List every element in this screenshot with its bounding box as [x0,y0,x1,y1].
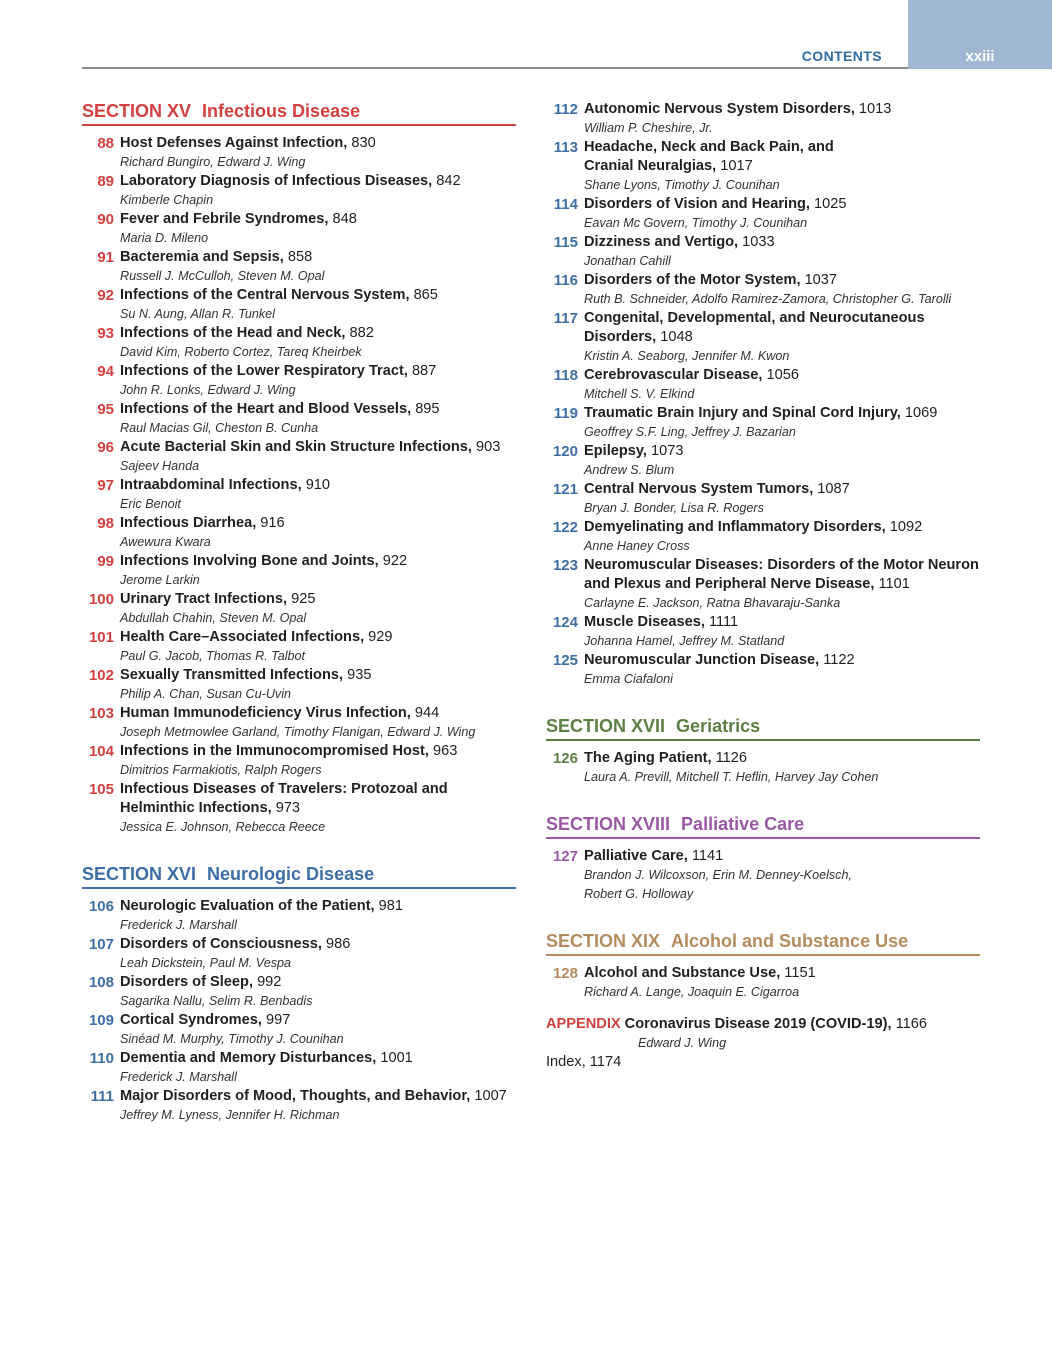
chapter-authors: Mitchell S. V. Elkind [584,387,695,401]
chapter-title-line [120,286,522,305]
section-title: Palliative Care [681,814,805,834]
chapter-title-cont: Disorders, [584,329,657,345]
chapter-title: Headache, Neck and Back Pain, and [584,139,834,155]
toc-entry [546,100,986,138]
chapter-page: 973 [271,800,301,816]
chapter-title-cont: Helminthic Infections, [120,800,272,816]
chapter-title-line [120,248,522,267]
chapter-title: Fever and Febrile Syndromes, [120,211,329,227]
chapter-title-line [584,964,986,983]
chapter-authors: Su N. Aung, Allan R. Tunkel [120,307,275,321]
chapter-title-line [120,1049,522,1068]
chapter-page: 929 [364,629,393,645]
chapter-authors: Ruth B. Schneider, Adolfo Ramirez-Zamora, Christopher G. Tarolli [584,292,952,306]
chapter-number: 97 [97,477,114,494]
chapter-authors: Andrew S. Blum [584,463,675,477]
chapter-title: Dementia and Memory Disturbances, [120,1050,377,1066]
chapter-number: 107 [88,936,114,953]
chapter-number: 119 [553,405,578,422]
toc-entry [82,400,522,438]
section-number: SECTION XIX [546,931,661,951]
chapter-number: 116 [553,272,578,289]
chapter-title: Neuromuscular Diseases: Disorders of the Motor Neuron [584,557,979,573]
chapter-number: 102 [88,667,114,684]
toc-entry [82,172,522,210]
toc-entry [82,362,522,400]
chapter-authors: Jonathan Cahill [584,254,671,268]
toc-entry [546,749,986,787]
chapter-authors: John R. Lonks, Edward J. Wing [120,383,296,397]
section-heading [82,100,516,126]
chapter-page: 1087 [813,481,850,497]
chapter-title-line [120,704,522,723]
chapter-title-line [120,438,522,457]
chapter-number: 93 [97,325,114,342]
chapter-title: Epilepsy, [584,443,647,459]
chapter-title-line [584,309,986,347]
chapter-title-line [584,138,986,176]
chapter-authors: Sajeev Handa [120,459,200,473]
chapter-page: 842 [432,173,461,189]
toc-entry [546,195,986,233]
toc-entry [82,210,522,248]
chapter-title: Infections in the Immunocompromised Host, [120,743,429,759]
contents-column-right [546,100,986,1072]
chapter-number: 120 [552,443,578,460]
toc-entry [546,366,986,404]
chapter-authors: Abdullah Chahin, Steven M. Opal [120,611,307,625]
toc-entry [82,666,522,704]
chapter-number: 128 [552,965,578,982]
chapter-number: 126 [552,750,578,767]
chapter-page: 1126 [711,750,747,766]
chapter-number: 118 [553,367,578,384]
chapter-authors: Maria D. Mileno [120,231,209,245]
section-heading [82,863,516,889]
chapter-title: Disorders of Sleep, [120,974,254,990]
chapter-title: Sexually Transmitted Infections, [120,667,344,683]
page-number-tab [908,0,1052,69]
section-gap [82,837,522,863]
chapter-number: 105 [88,781,114,798]
chapter-authors: Jessica E. Johnson, Rebecca Reece [120,820,326,834]
chapter-page: 997 [261,1012,291,1028]
chapter-title: Cerebrovascular Disease, [584,367,763,383]
chapter-page: 922 [378,553,408,569]
chapter-title-line [120,324,522,343]
toc-entry [82,1087,522,1125]
section-gap [546,689,986,715]
chapter-title-line [120,666,522,685]
chapter-authors: Sagarika Nallu, Selim R. Benbadis [120,994,313,1008]
toc-entry [546,309,986,366]
chapter-page: 1151 [780,965,816,981]
chapter-title: Infections Involving Bone and Joints, [120,553,379,569]
chapter-number: 122 [552,519,578,536]
chapter-page: 1122 [819,652,855,668]
chapter-title-line [584,366,986,385]
chapter-title: Acute Bacterial Skin and Skin Structure Infections, [120,439,472,455]
chapter-page: 1092 [885,519,923,535]
chapter-authors: Frederick J. Marshall [120,918,237,932]
chapter-page: 858 [283,249,313,265]
chapter-title: Host Defenses Against Infection, [120,135,348,151]
chapter-authors: Philip A. Chan, Susan Cu-Uvin [120,687,292,701]
chapter-title-line [120,134,522,153]
toc-entry [546,556,986,613]
toc-entry [82,628,522,666]
header-rule [82,67,908,69]
chapter-title-cont: and Plexus and Peripheral Nerve Disease, [584,576,875,592]
chapter-authors: Frederick J. Marshall [120,1070,237,1084]
appendix-entry [546,1015,986,1034]
chapter-authors: Robert G. Holloway [584,887,694,901]
chapter-page: 848 [328,211,357,227]
section-title: Geriatrics [676,716,761,736]
chapter-number: 123 [552,557,578,574]
chapter-page: 986 [321,936,351,952]
running-header: CONTENTS [801,48,882,64]
chapter-page: 925 [287,591,316,607]
section-number: SECTION XVII [546,716,666,736]
chapter-authors: David Kim, Roberto Cortez, Tareq Kheirbek [120,345,362,359]
chapter-title: Health Care–Associated Infections, [120,629,365,645]
chapter-title-line [120,172,522,191]
section-spacer [546,741,986,749]
chapter-number: 111 [90,1088,114,1105]
toc-entry [82,248,522,286]
chapter-title: Major Disorders of Mood, Thoughts, and Behavior, [120,1088,471,1104]
chapter-title-line [120,1087,522,1106]
toc-entry [82,438,522,476]
toc-entry [546,442,986,480]
toc-entry [82,286,522,324]
chapter-number: 112 [553,101,578,118]
chapter-authors: Awewura Kwara [120,535,211,549]
chapter-page: 887 [407,363,437,379]
chapter-page: 981 [374,898,404,914]
toc-entry [82,476,522,514]
chapter-authors: Richard Bungiro, Edward J. Wing [120,155,306,169]
section-number: SECTION XVIII [546,814,671,834]
chapter-title-line [120,210,522,229]
chapter-authors: Emma Ciafaloni [584,672,673,686]
chapter-page: 1069 [900,405,938,421]
chapter-title: Neuromuscular Junction Disease, [584,652,820,668]
chapter-authors: Richard A. Lange, Joaquin E. Cigarroa [584,985,800,999]
chapter-number: 113 [553,139,578,156]
chapter-page: 1017 [716,158,753,174]
toc-entry [82,973,522,1011]
chapter-page: 1001 [376,1050,413,1066]
chapter-page: 1048 [656,329,693,345]
index-entry: Index, 1174 [546,1054,622,1070]
toc-entry [82,780,522,837]
chapter-number: 96 [97,439,114,456]
chapter-number: 98 [97,515,114,532]
chapter-title: Demyelinating and Inflammatory Disorders, [584,519,886,535]
toc-entry [82,742,522,780]
chapter-authors: Russell J. McCulloh, Steven M. Opal [120,269,325,283]
chapter-title: Infections of the Lower Respiratory Tract, [120,363,408,379]
toc-entry [546,271,986,309]
chapter-authors: Sinéad M. Murphy, Timothy J. Counihan [120,1032,344,1046]
toc-entry [546,518,986,556]
chapter-title: Neurologic Evaluation of the Patient, [120,898,375,914]
chapter-title: Human Immunodeficiency Virus Infection, [120,705,411,721]
chapter-title: Congenital, Developmental, and Neurocutaneous [584,310,925,326]
chapter-title: Palliative Care, [584,848,688,864]
toc-entry [546,233,986,271]
section-spacer [546,956,986,964]
chapter-title-line [584,847,986,866]
chapter-title-line [584,442,986,461]
contents-column-left [82,100,522,1125]
chapter-title: Traumatic Brain Injury and Spinal Cord Injury, [584,405,901,421]
chapter-number: 109 [88,1012,114,1029]
chapter-page: 1037 [800,272,838,288]
chapter-authors: Shane Lyons, Timothy J. Counihan [584,178,780,192]
toc-entry [546,847,986,904]
chapter-number: 100 [88,591,114,608]
chapter-title-line [584,404,986,423]
chapter-authors: Johanna Hamel, Jeffrey M. Statland [584,634,785,648]
chapter-number: 99 [97,553,114,570]
toc-entry [546,138,986,195]
chapter-page: 1033 [738,234,775,250]
section-number: SECTION XVI [82,864,197,884]
chapter-authors: Jerome Larkin [120,573,200,587]
chapter-title: Disorders of Consciousness, [120,936,322,952]
chapter-title: Autonomic Nervous System Disorders, [584,101,855,117]
chapter-authors: Kristin A. Seaborg, Jennifer M. Kwon [584,349,790,363]
section-spacer [82,126,522,134]
chapter-authors: Dimitrios Farmakiotis, Ralph Rogers [120,763,322,777]
toc-entry [82,935,522,973]
section-title: Alcohol and Substance Use [671,931,909,951]
chapter-authors: Anne Haney Cross [584,539,690,553]
chapter-title-line [120,973,522,992]
chapter-number: 117 [553,310,578,327]
chapter-title-line [120,742,522,761]
chapter-title: Intraabdominal Infections, [120,477,302,493]
chapter-number: 124 [552,614,578,631]
section-spacer [82,889,522,897]
chapter-authors: Carlayne E. Jackson, Ratna Bhavaraju-Sanka [584,596,841,610]
chapter-title: Laboratory Diagnosis of Infectious Diseases, [120,173,433,189]
chapter-authors: Leah Dickstein, Paul M. Vespa [120,956,292,970]
chapter-authors: Brandon J. Wilcoxson, Erin M. Denney-Koelsch, [584,868,852,882]
toc-entry [82,897,522,935]
chapter-number: 89 [97,173,114,190]
chapter-title-line [120,400,522,419]
chapter-title-line [120,362,522,381]
toc-entry [82,1011,522,1049]
chapter-page: 903 [471,439,501,455]
section-heading [546,930,980,956]
chapter-title-line [584,233,986,252]
chapter-page: 916 [256,515,285,531]
chapter-title: Dizziness and Vertigo, [584,234,739,250]
section-gap [546,787,986,813]
chapter-title-line [120,897,522,916]
chapter-title-line [584,480,986,499]
chapter-title-line [584,518,986,537]
chapter-number: 88 [97,135,114,152]
chapter-title: Infections of the Head and Neck, [120,325,346,341]
toc-entry [82,1049,522,1087]
toc-entry [546,964,986,1002]
chapter-title-line [120,552,522,571]
chapter-page: 992 [253,974,282,990]
chapter-authors: Jeffrey M. Lyness, Jennifer H. Richman [120,1108,340,1122]
chapter-page: 910 [301,477,331,493]
chapter-page: 1141 [687,848,724,864]
chapter-page: 944 [410,705,440,721]
chapter-number: 106 [88,898,114,915]
chapter-title-line [584,749,986,768]
section-gap [546,904,986,930]
appendix-label: APPENDIX [546,1016,621,1032]
appendix-page: 1166 [891,1016,927,1032]
chapter-page: 830 [347,135,376,151]
chapter-title-line [120,628,522,647]
chapter-number: 121 [552,481,578,498]
chapter-title-line [120,476,522,495]
chapter-authors: Eric Benoit [120,497,181,511]
toc-entry [546,480,986,518]
chapter-title: Urinary Tract Infections, [120,591,288,607]
chapter-number: 101 [88,629,114,646]
toc-entry [82,134,522,172]
chapter-page: 1111 [704,614,739,630]
chapter-title-line [120,780,522,818]
toc-entry [546,651,986,689]
chapter-page: 1073 [647,443,684,459]
chapter-number: 90 [97,211,114,228]
chapter-authors: Raul Macias Gil, Cheston B. Cunha [120,421,319,435]
toc-entry [82,590,522,628]
chapter-authors: Joseph Metmowlee Garland, Timothy Flanigan, Edward J. Wing [120,725,476,739]
chapter-title-cont: Cranial Neuralgias, [584,158,717,174]
chapter-page: 1101 [874,576,910,592]
chapter-title: Bacteremia and Sepsis, [120,249,284,265]
chapter-title: The Aging Patient, [584,750,712,766]
chapter-page: 1013 [854,101,892,117]
chapter-page: 1007 [470,1088,507,1104]
chapter-title: Infectious Diarrhea, [120,515,257,531]
chapter-title: Cortical Syndromes, [120,1012,262,1028]
appendix-authors: Edward J. Wing [638,1036,727,1050]
chapter-authors: Paul G. Jacob, Thomas R. Talbot [120,649,306,663]
section-title: Neurologic Disease [207,864,375,884]
chapter-title-line [584,556,986,594]
chapter-page: 1025 [809,196,847,212]
chapter-number: 95 [97,401,114,418]
chapter-authors: William P. Cheshire, Jr. [584,121,713,135]
toc-entry [82,704,522,742]
chapter-authors: Bryan J. Bonder, Lisa R. Rogers [584,501,764,515]
chapter-number: 91 [97,249,114,266]
appendix-gap [546,1002,986,1015]
section-number: SECTION XV [82,101,192,121]
chapter-number: 104 [88,743,114,760]
toc-entry [82,324,522,362]
section-heading [546,715,980,741]
chapter-title: Disorders of Vision and Hearing, [584,196,810,212]
chapter-number: 103 [88,705,114,722]
chapter-title: Infections of the Heart and Blood Vessels, [120,401,412,417]
chapter-title-line [584,100,986,119]
toc-entry [546,404,986,442]
chapter-title-line [120,590,522,609]
chapter-number: 127 [552,848,578,865]
chapter-page: 1056 [762,367,800,383]
chapter-title: Central Nervous System Tumors, [584,481,814,497]
chapter-number: 115 [553,234,578,251]
chapter-authors: Eavan Mc Govern, Timothy J. Counihan [584,216,808,230]
chapter-number: 94 [97,363,114,380]
chapter-title-line [584,613,986,632]
chapter-number: 114 [553,196,578,213]
chapter-title-line [584,271,986,290]
chapter-title: Disorders of the Motor System, [584,272,801,288]
page-number: xxiii [965,48,995,65]
chapter-number: 92 [97,287,114,304]
chapter-page: 935 [343,667,372,683]
chapter-authors: Laura A. Previll, Mitchell T. Heflin, Harvey Jay Cohen [584,770,879,784]
chapter-title-line [120,514,522,533]
toc-entry [82,552,522,590]
chapter-title-line [120,935,522,954]
chapter-title-line [584,195,986,214]
chapter-title-line [120,1011,522,1030]
chapter-number: 108 [88,974,114,991]
toc-entry [82,514,522,552]
chapter-page: 895 [411,401,440,417]
chapter-page: 865 [409,287,438,303]
chapter-authors: Geoffrey S.F. Ling, Jeffrey J. Bazarian [584,425,796,439]
chapter-title: Alcohol and Substance Use, [584,965,781,981]
section-title: Infectious Disease [202,101,361,121]
chapter-page: 963 [428,743,458,759]
chapter-number: 125 [552,652,578,669]
chapter-title: Infections of the Central Nervous System, [120,287,410,303]
chapter-title: Muscle Diseases, [584,614,705,630]
chapter-number: 110 [89,1050,114,1067]
appendix-title: Coronavirus Disease 2019 (COVID-19), [624,1016,892,1032]
chapter-title: Infectious Diseases of Travelers: Protozoal and [120,781,448,797]
chapter-page: 882 [345,325,374,341]
chapter-title-line [584,651,986,670]
section-spacer [546,839,986,847]
toc-entry [546,613,986,651]
chapter-authors: Kimberle Chapin [120,193,214,207]
section-heading [546,813,980,839]
